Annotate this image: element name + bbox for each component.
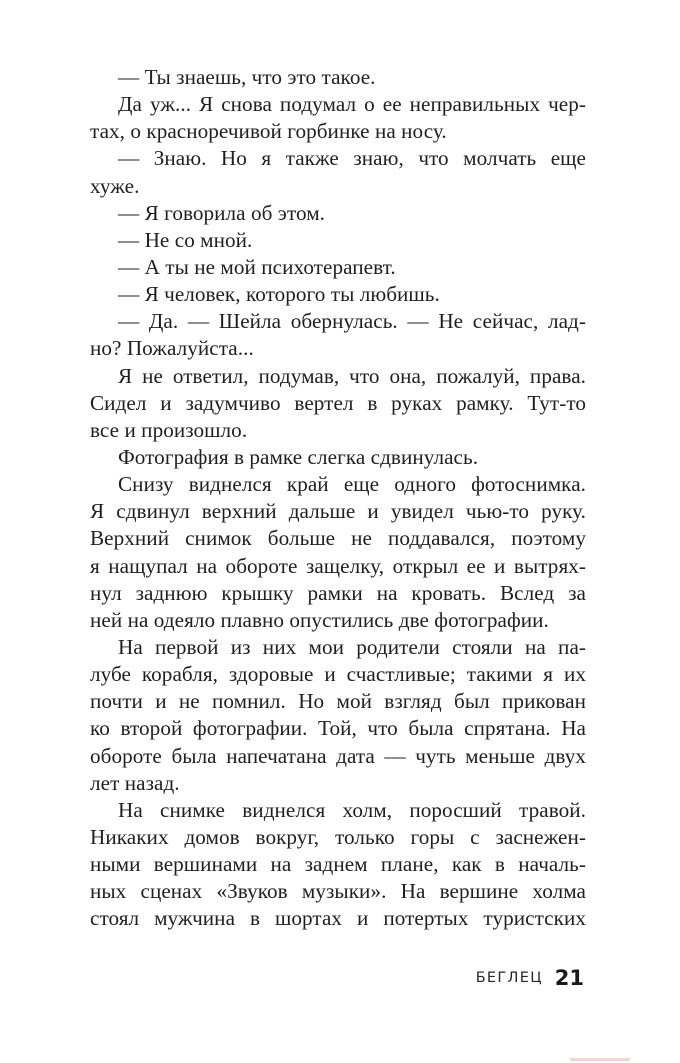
page-edge-mark — [570, 1058, 630, 1061]
page-number: 21 — [554, 966, 584, 990]
text-line: Верхний снимок больше не поддавался, поэтому — [90, 526, 586, 551]
text-line: стоял мужчина в шортах и потертых туристских — [90, 906, 586, 931]
text-line: Никаких домов вокруг, только горы с заснежен- — [90, 824, 586, 849]
text-line: обороте была напечатана дата — чуть меньше двух — [90, 743, 586, 768]
text-line: все и произошло. — [90, 417, 248, 442]
text-line: — Да. — Шейла обернулась. — Не сейчас, лад- — [118, 309, 586, 334]
text-line: ных сценах «Звуков музыки». На вершине холма — [90, 879, 586, 904]
text-line: Снизу виднелся край еще одного фотоснимка. — [118, 472, 586, 497]
text-line: тах, о красноречивой горбинке на носу. — [90, 119, 447, 144]
text-line: ко второй фотографии. Той, что была спрятана. На — [90, 716, 586, 741]
text-line: ными вершинами на заднем плане, как в началь- — [90, 852, 586, 877]
text-line: Да уж... Я снова подумал о ее неправильных чер- — [118, 92, 586, 117]
text-line: но? Пожалуйста... — [90, 336, 254, 361]
text-line: хуже. — [90, 173, 140, 198]
text-line: Фотография в рамке слегка сдвинулась. — [118, 444, 479, 469]
page-footer — [0, 966, 584, 990]
running-head: БЕГЛЕЦ — [475, 970, 543, 986]
text-line: — Я человек, которого ты любишь. — [118, 282, 440, 307]
text-line: ней на одеяло плавно опустились две фотографии. — [90, 607, 549, 632]
text-line: — Я говорила об этом. — [118, 200, 326, 225]
text-line: На первой из них мои родители стояли на па- — [118, 634, 586, 659]
text-line: — Знаю. Но я также знаю, что молчать еще — [118, 146, 586, 171]
body-text — [90, 64, 586, 933]
text-line: лубе корабля, здоровые и счастливые; такими я их — [90, 662, 586, 687]
text-line: — Не со мной. — [118, 227, 253, 252]
text-line: я нащупал на обороте защелку, открыл ее и вытрях- — [90, 553, 586, 578]
text-line: На снимке виднелся холм, поросший травой. — [118, 797, 586, 822]
text-line: лет назад. — [90, 770, 180, 795]
text-line: Я сдвинул верхний дальше и увидел чью-то руку. — [90, 499, 586, 524]
text-line: — А ты не мой психотерапевт. — [118, 254, 396, 279]
text-line: Сидел и задумчиво вертел в руках рамку. Тут-то — [90, 390, 586, 415]
text-line: — Ты знаешь, что это такое. — [118, 65, 376, 89]
text-line: нул заднюю крышку рамки на кровать. Вслед за — [90, 580, 586, 605]
text-line: почти и не помнил. Но мой взгляд был прикован — [90, 689, 586, 714]
text-line: Я не ответил, подумав, что она, пожалуй, права. — [118, 363, 586, 388]
